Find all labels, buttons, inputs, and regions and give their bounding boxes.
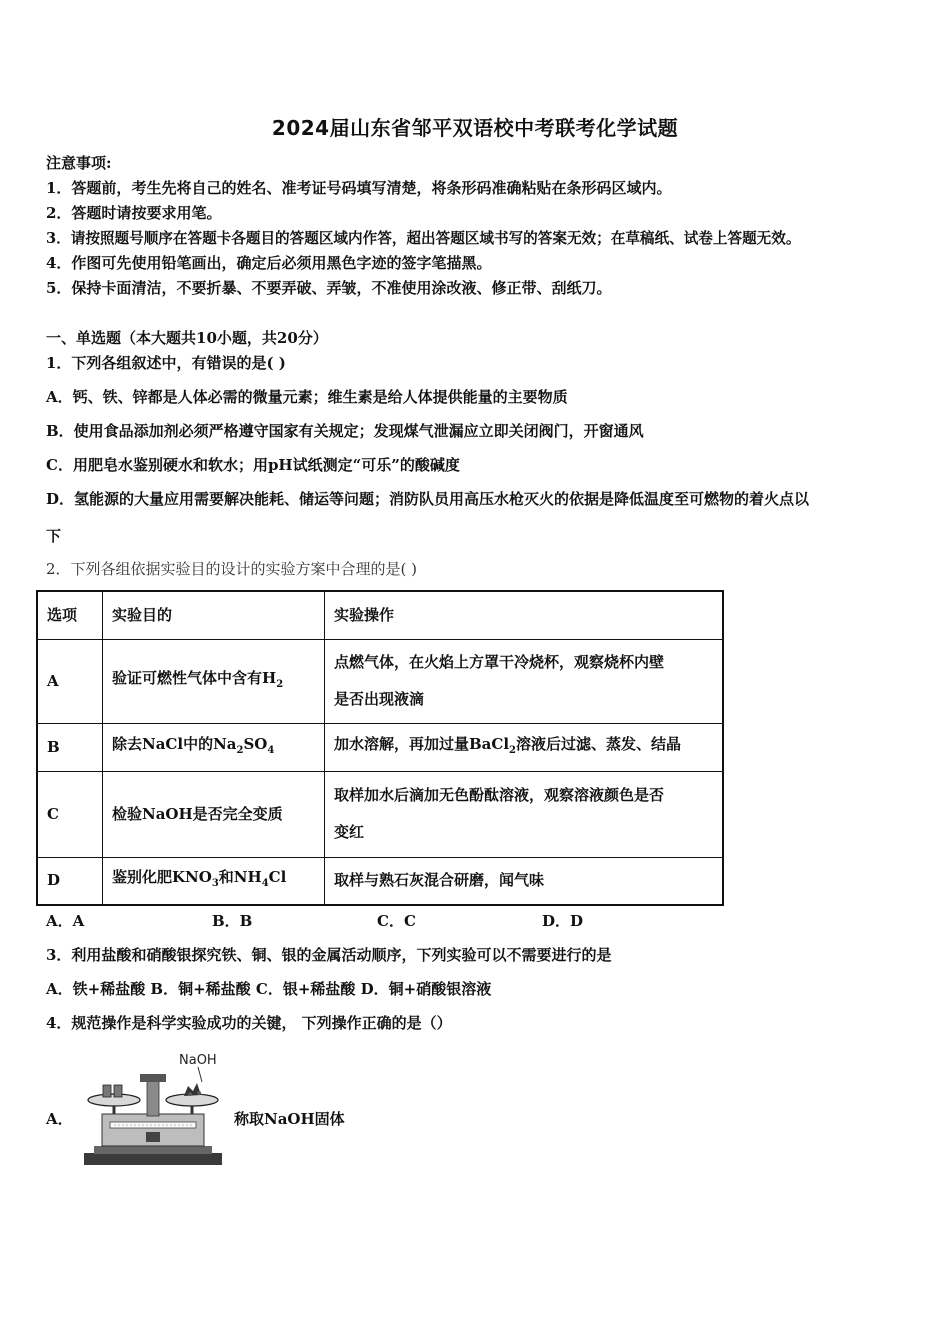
row-option: C bbox=[37, 771, 103, 857]
row-goal: 检验NaOH是否完全变质 bbox=[103, 771, 325, 857]
q4-option-a-text: 称取NaOH固体 bbox=[234, 1110, 345, 1128]
notice-heading: 注意事项: bbox=[46, 154, 112, 172]
q1-option-b: B．使用食品添加剂必须严格遵守国家有关规定；发现煤气泄漏应立即关闭阀门，开窗通风 bbox=[46, 422, 644, 440]
notice-item: 5．保持卡面清洁，不要折暴、不要弄破、弄皱，不准使用涂改液、修正带、刮纸刀。 bbox=[46, 279, 612, 297]
q3-options: A．铁+稀盐酸 B．铜+稀盐酸 C．银+稀盐酸 D．铜+硝酸银溶液 bbox=[46, 980, 492, 998]
table-header-row bbox=[37, 591, 723, 639]
row-option: D bbox=[37, 857, 103, 905]
row-goal: 鉴别化肥$KNO_3$和$NH_4Cl$ bbox=[103, 857, 325, 905]
q4-option-a-label: A． bbox=[46, 1110, 73, 1128]
row-goal: 除去NaCl中的$Na_2SO_4$ bbox=[103, 723, 325, 771]
row-operation: 取样加水后滴加无色酚酞溶液，观察溶液颜色是否 变红 bbox=[325, 771, 724, 857]
header-option: 选项 bbox=[37, 591, 103, 639]
header-operation: 实验操作 bbox=[325, 591, 724, 639]
q2-option-b: B．B bbox=[212, 912, 253, 930]
experiment-table bbox=[36, 590, 724, 906]
q1-option-c: C．用肥皂水鉴别硬水和软水；用pH试纸测定“可乐”的酸碱度 bbox=[46, 456, 460, 474]
section-heading: 一、单选题（本大题共10小题，共20分） bbox=[46, 329, 328, 347]
q1-stem: 1．下列各组叙述中，有错误的是( ) bbox=[46, 354, 286, 372]
notice-item: 4．作图可先使用铅笔画出，确定后必须用黑色字迹的签字笔描黑。 bbox=[46, 254, 492, 272]
balance-scale-image bbox=[80, 1050, 230, 1168]
q4-stem: 4．规范操作是科学实验成功的关键， 下列操作正确的是（） bbox=[46, 1014, 452, 1032]
table-row bbox=[37, 857, 723, 905]
notice-item: 2．答题时请按要求用笔。 bbox=[46, 204, 222, 222]
notice-item: 3．请按照题号顺序在答题卡各题目的答题区域内作答，超出答题区域书写的答案无效；在草稿纸、试卷上答题无效。 bbox=[46, 230, 801, 247]
notice-item: 1．答题前，考生先将自己的姓名、准考证号码填写清楚，将条形码准确粘贴在条形码区域内。 bbox=[46, 179, 672, 197]
q3-stem: 3．利用盐酸和硝酸银探究铁、铜、银的金属活动顺序，下列实验可以不需要进行的是 bbox=[46, 946, 612, 964]
q1-option-d: D．氢能源的大量应用需要解决能耗、储运等问题；消防队员用高压水枪灭火的依据是降低温度至可燃物的着火点以 bbox=[46, 490, 810, 508]
row-goal: 验证可燃性气体中含有$H_2$ bbox=[103, 639, 325, 723]
q1-option-d-cont: 下 bbox=[46, 527, 62, 545]
q2-option-d: D．D bbox=[542, 912, 584, 930]
row-option: B bbox=[37, 723, 103, 771]
q2-stem: 2．下列各组依据实验目的设计的实验方案中合理的是( ) bbox=[46, 560, 418, 578]
q2-option-c: C．C bbox=[377, 912, 416, 930]
row-operation: 取样与熟石灰混合研磨，闻气味 bbox=[325, 857, 724, 905]
row-option: A bbox=[37, 639, 103, 723]
page-title: 2024届山东省邹平双语校中考联考化学试题 bbox=[271, 116, 679, 140]
row-operation: 点燃气体，在火焰上方罩干冷烧杯，观察烧杯内壁 是否出现液滴 bbox=[325, 639, 724, 723]
header-goal: 实验目的 bbox=[103, 591, 325, 639]
q2-option-a: A．A bbox=[46, 912, 85, 930]
table-row bbox=[37, 771, 723, 857]
row-operation: 加水溶解，再加过量BaCl$_2$溶液后过滤、蒸发、结晶 bbox=[325, 723, 724, 771]
naoh-image-label: NaOH bbox=[179, 1053, 217, 1068]
q1-option-a: A．钙、铁、锌都是人体必需的微量元素；维生素是给人体提供能量的主要物质 bbox=[46, 388, 568, 406]
table-row bbox=[37, 639, 723, 723]
table-row bbox=[37, 723, 723, 771]
